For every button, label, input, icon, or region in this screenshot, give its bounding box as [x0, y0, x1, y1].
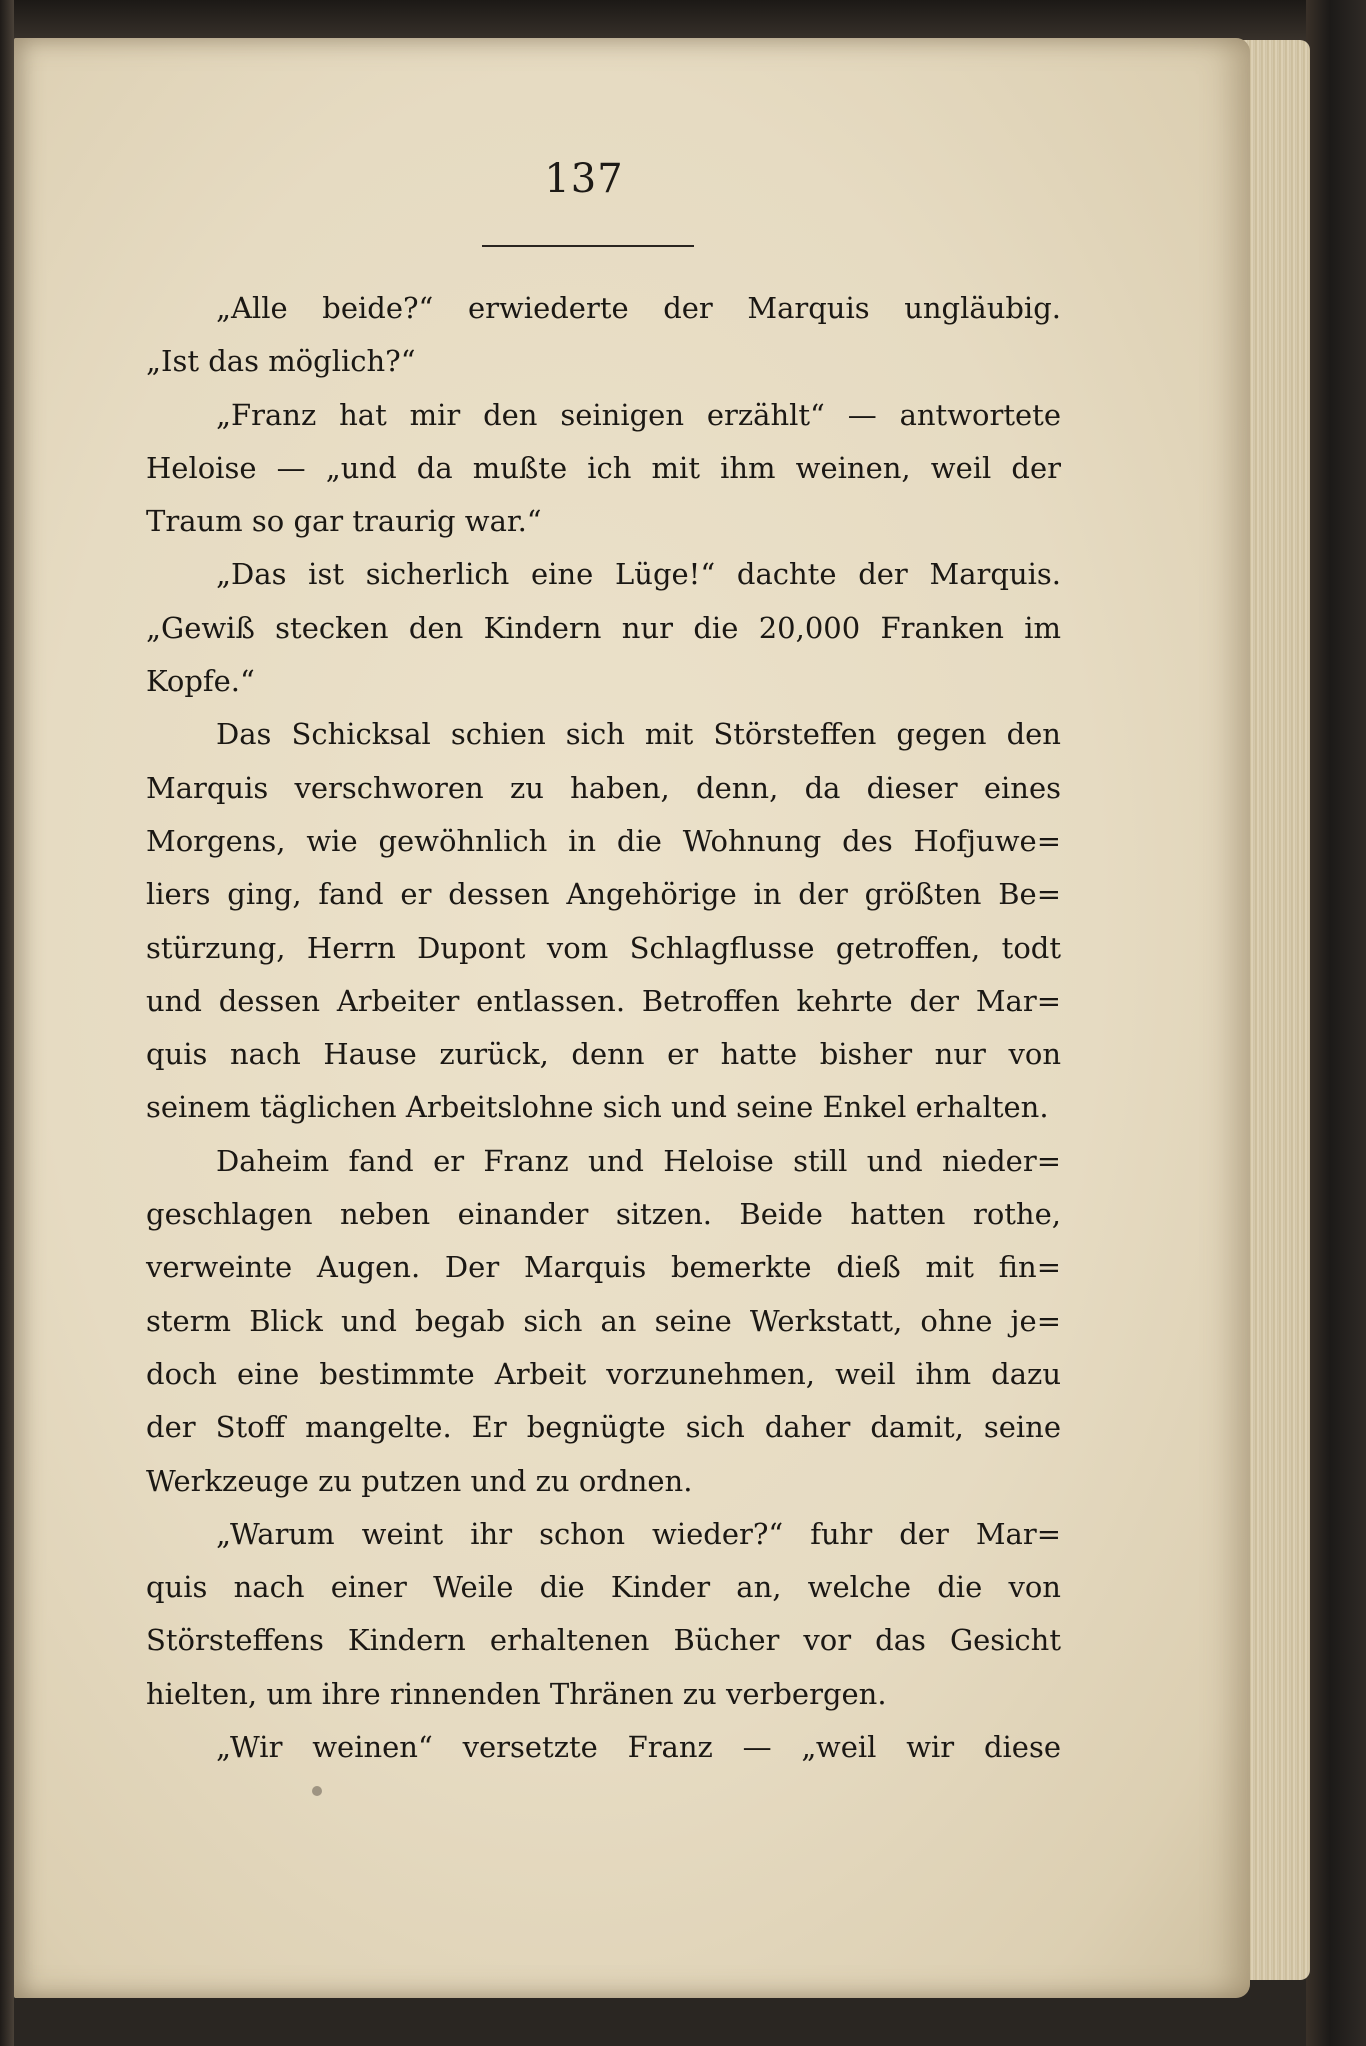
text-line: sterm Blick und begab sich an seine Werkstatt, ohne je=: [146, 1303, 1061, 1338]
text-line: Kopfe.“: [146, 664, 255, 699]
text-line: Traum so gar traurig war.“: [146, 504, 542, 539]
text-line: seinem täglichen Arbeitslohne sich und seine Enkel erhalten.: [146, 1090, 1049, 1125]
text-line: stürzung, Herrn Dupont vom Schlagflusse getroffen, todt: [146, 930, 1061, 965]
text-line: liers ging, fand er dessen Angehörige in der größten Be=: [146, 877, 1061, 912]
text-line: geschlagen neben einander sitzen. Beide hatten rothe,: [146, 1197, 1061, 1232]
text-line: Morgens, wie gewöhnlich in die Wohnung des Hofjuwe=: [146, 823, 1061, 858]
text-line: „Gewiß stecken den Kindern nur die 20,000 Franken im: [146, 610, 1061, 645]
text-line: Heloise — „und da mußte ich mit ihm weinen, weil der: [146, 450, 1061, 485]
text-line: „Warum weint ihr schon wieder?“ fuhr der Mar=: [216, 1516, 1061, 1551]
text-line: quis nach Hause zurück, denn er hatte bisher nur von: [146, 1037, 1061, 1072]
text-line: quis nach einer Weile die Kinder an, welche die von: [146, 1570, 1061, 1605]
text-line: und dessen Arbeiter entlassen. Betroffen kehrte der Mar=: [146, 983, 1061, 1018]
text-line: Marquis verschworen zu haben, denn, da dieser eines: [146, 770, 1061, 805]
text-line: „Wir weinen“ versetzte Franz — „weil wir diese: [216, 1730, 1061, 1765]
text-line: Daheim fand er Franz und Heloise still und nieder=: [216, 1143, 1061, 1178]
book-cover-right: [1306, 0, 1366, 2046]
text-line: der Stoff mangelte. Er begnügte sich daher damit, seine: [146, 1410, 1061, 1445]
body-text: [146, 282, 1061, 1774]
ink-smudge: [312, 1786, 322, 1796]
book-spine-edge: [0, 0, 14, 2046]
text-line: Störsteffens Kindern erhaltenen Bücher vor das Gesicht: [146, 1623, 1061, 1658]
page-number: 137: [544, 156, 624, 202]
text-line: doch eine bestimmte Arbeit vorzunehmen, weil ihm dazu: [146, 1356, 1061, 1391]
header-rule: [482, 245, 694, 247]
text-line: „Das ist sicherlich eine Lüge!“ dachte der Marquis.: [216, 557, 1061, 592]
book-page: [14, 38, 1250, 1998]
text-line: „Ist das möglich?“: [146, 344, 416, 379]
text-line: Das Schicksal schien sich mit Störsteffen gegen den: [216, 717, 1061, 752]
text-line: Werkzeuge zu putzen und zu ordnen.: [146, 1463, 693, 1498]
text-line: verweinte Augen. Der Marquis bemerkte dieß mit fin=: [146, 1250, 1061, 1285]
text-line: „Franz hat mir den seinigen erzählt“ — antwortete: [216, 397, 1061, 432]
text-line: hielten, um ihre rinnenden Thränen zu verbergen.: [146, 1676, 887, 1711]
text-line: „Alle beide?“ erwiederte der Marquis ungläubig.: [216, 291, 1061, 325]
